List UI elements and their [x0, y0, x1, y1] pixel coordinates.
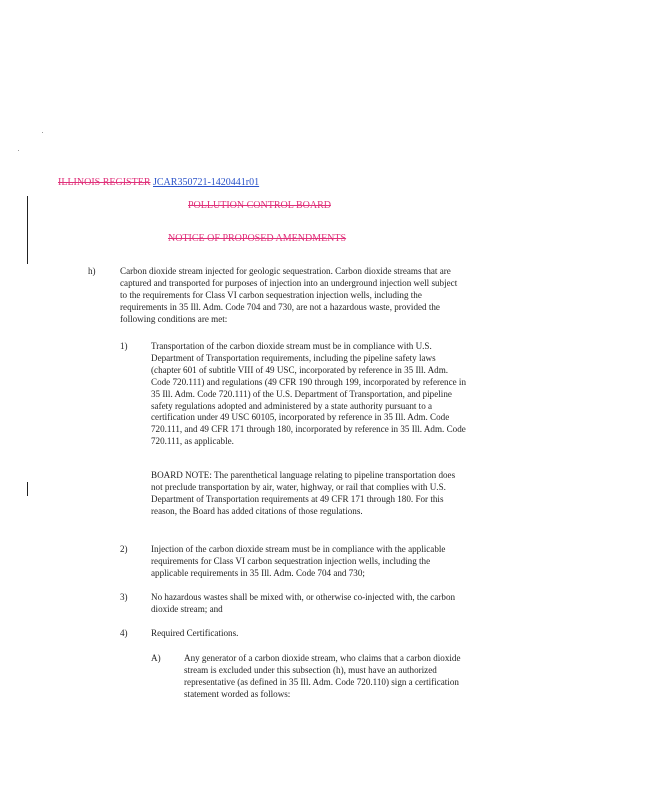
item-1-text: Transportation of the carbon dioxide stream must be in compliance with U.S. Department of Transportation requirements, including the pipeline safety laws (chapter 601 of subtitle VIII of 49 USC, incorporated by reference in 35 Ill. Adm. Code 720.111) and regulations (49 CFR 190 through 199, incorporated by reference in 35 Ill. Adm. Code 720.111) of the U.S. Department of Transportation, and pipeline safety regulations adopted and administered by a state authority pursuant to a certification under 49 USC 60105, incorporated by reference in 35 Ill. Adm. Code 720.111, and 49 CFR 171 through 180, incorporated by reference in 35 Ill. Adm. Code 720.111, as applicable. [151, 341, 467, 447]
item-3-label: 3) [120, 592, 128, 602]
scan-speck [42, 132, 43, 133]
notice-title-text: NOTICE OF PROPOSED AMENDMENTS [168, 233, 347, 244]
change-bar-top [27, 196, 28, 264]
section-h-label: h) [88, 266, 96, 276]
register-inserted-text: JCAR350721-1420441r01 [153, 177, 260, 188]
sub-a-label: A) [151, 653, 161, 663]
board-note-text: BOARD NOTE: The parenthetical language relating to pipeline transportation does not preclude transportation by air, water, highway, or rail that complies with U.S. Department of Transportation requirements at 49 CFR 171 through 180. For this reason, the Board has added citations of those regulations. [151, 470, 456, 516]
item-3-text: No hazardous wastes shall be mixed with, or otherwise co-injected with, the carbon dioxide stream; and [151, 592, 456, 614]
board-title [188, 200, 331, 212]
notice-title [168, 233, 346, 245]
board-title-text: POLLUTION CONTROL BOARD [188, 200, 331, 211]
item-2-text: Injection of the carbon dioxide stream must be in compliance with the applicable requirements for Class VI carbon sequestration injection wells, including the applicable requirements in 35 Ill. Adm. Code 704 and 730; [151, 544, 446, 578]
item-4-text: Required Certifications. [151, 628, 239, 638]
scan-speck [18, 150, 19, 151]
section-h-text: Carbon dioxide stream injected for geologic sequestration. Carbon dioxide streams that are captured and transported for purposes of injection into an underground injection well subject to the requirements for Class VI carbon sequestration injection wells, including the requirements in 35 Ill. Adm. Code 704 and 730, are not a hazardous waste, provided the following conditions are met: [120, 266, 458, 324]
register-header [58, 177, 259, 189]
change-bar-middle [27, 482, 28, 496]
sub-a-text: Any generator of a carbon dioxide stream, who claims that a carbon dioxide stream is excluded under this subsection (h), must have an authorized representative (as defined in 35 Ill. Adm. Code 720.110) sign a certification statement worded as follows: [184, 653, 461, 699]
item-1-label: 1) [120, 341, 128, 351]
register-struck-text: ILLINOIS REGISTER [58, 177, 151, 188]
item-4-label: 4) [120, 628, 128, 638]
item-2-label: 2) [120, 544, 128, 554]
